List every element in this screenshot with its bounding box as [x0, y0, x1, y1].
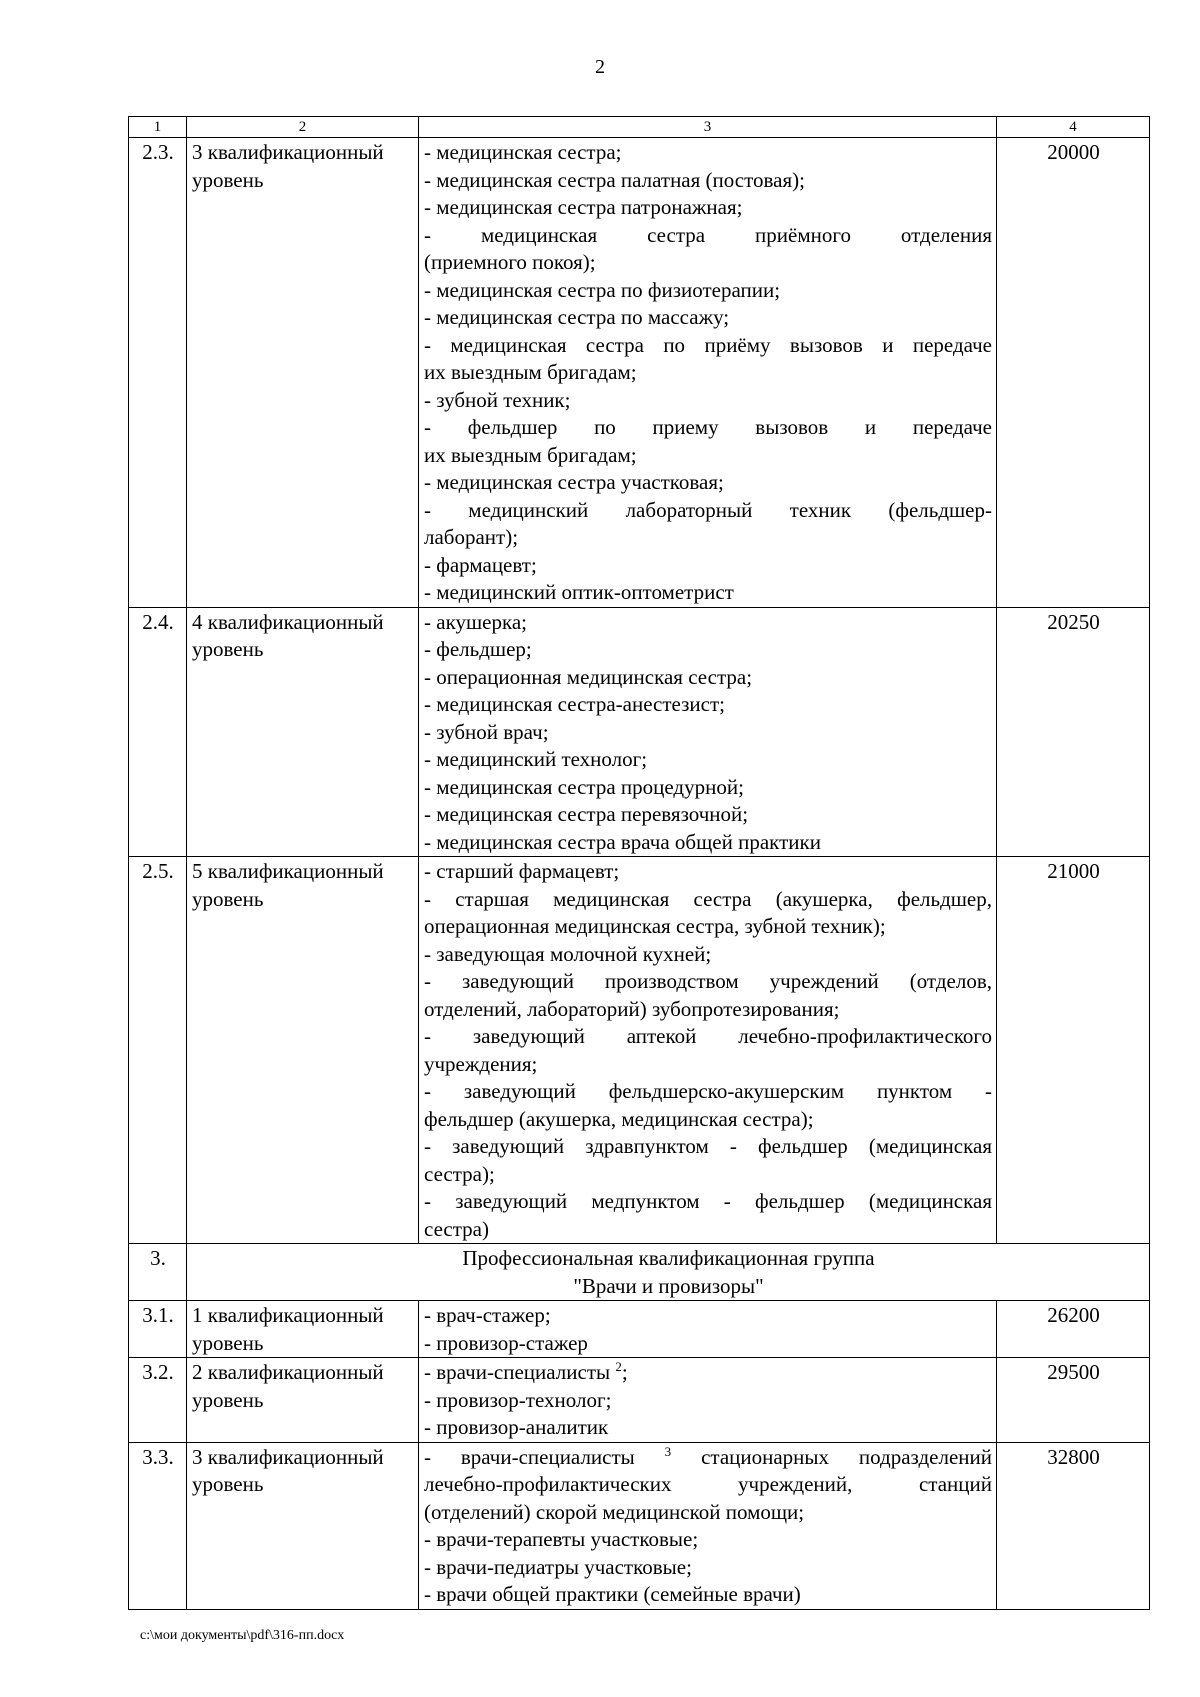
level-line: уровень — [192, 886, 264, 911]
row-number: 3.2. — [129, 1358, 187, 1443]
salary-value: 26200 — [997, 1301, 1150, 1358]
row-number: 2.5. — [129, 857, 187, 1244]
qualification-level — [187, 1301, 419, 1358]
position-line: - зубной техник; — [424, 387, 571, 412]
position-line: - врачи-терапевты участковые; — [424, 1527, 699, 1551]
position-line: - зубной врач; — [424, 719, 549, 744]
level-line: 5 квалификационный — [192, 859, 384, 883]
level-line: 4 квалификационный — [192, 609, 384, 634]
footnote-marker: 2 — [615, 1359, 622, 1374]
header-cell-2: 2 — [187, 117, 419, 138]
position-line: - медицинский лабораторный техник (фельдшер- — [424, 497, 992, 522]
position-line: - медицинская сестра-анестезист; — [424, 692, 725, 716]
table-row — [129, 1358, 1150, 1443]
positions-list — [419, 1442, 997, 1609]
position-line: - медицинская сестра патронажная; — [424, 195, 743, 219]
positions-list — [419, 1301, 997, 1358]
position-line: - медицинский технолог; — [424, 747, 648, 771]
position-line: - старший фармацевт; — [424, 859, 620, 883]
qualification-table — [128, 116, 1150, 1610]
salary-value: 29500 — [997, 1358, 1150, 1443]
level-line: 2 квалификационный — [192, 1360, 384, 1384]
position-line: - заведующий производством учреждений (отделов, — [424, 969, 992, 993]
level-line: уровень — [192, 1330, 264, 1355]
footnote-marker: 3 — [664, 1443, 672, 1459]
table-header-row — [129, 117, 1150, 138]
page-number: 2 — [595, 56, 605, 78]
group-title-line: "Врачи и провизоры" — [573, 1273, 764, 1298]
position-line: - медицинская сестра приёмного отделения — [424, 222, 992, 247]
group-title-line: Профессиональная квалификационная группа — [462, 1246, 875, 1270]
positions-list — [419, 607, 997, 857]
position-line: - акушерка; — [424, 609, 528, 634]
position-line: операционная медицинская сестра, зубной техник); — [424, 914, 886, 938]
level-line: уровень — [192, 167, 264, 192]
level-line: уровень — [192, 637, 264, 661]
position-line: - заведующий фельдшерско-акушерским пунктом - — [424, 1079, 992, 1103]
row-number: 3.1. — [129, 1301, 187, 1358]
position-line: - врач-стажер; — [424, 1303, 551, 1327]
position-line: - провизор-аналитик — [424, 1415, 609, 1439]
salary-value: 20250 — [997, 607, 1150, 857]
level-line: 3 квалификационный — [192, 140, 384, 164]
positions-list — [419, 138, 997, 608]
level-line: уровень — [192, 1387, 264, 1412]
salary-value: 32800 — [997, 1442, 1150, 1609]
row-number: 2.3. — [129, 138, 187, 608]
position-line: - медицинская сестра по физиотерапии; — [424, 277, 781, 302]
qualification-level — [187, 138, 419, 608]
footer-file-path: c:\мои документы\pdf\316-пп.docx — [140, 1628, 345, 1643]
level-line: 1 квалификационный — [192, 1303, 384, 1327]
position-line: - врачи-специалисты $^2$; — [424, 1359, 628, 1384]
position-line: - операционная медицинская сестра; — [424, 664, 753, 689]
row-number: 3.3. — [129, 1442, 187, 1609]
table-row — [129, 138, 1150, 608]
position-line: - медицинская сестра врача общей практики — [424, 829, 821, 854]
position-line: - врачи общей практики (семейные врачи) — [424, 1582, 801, 1606]
position-line: сестра); — [424, 1161, 495, 1186]
position-line: (приемного покоя); — [424, 250, 596, 274]
position-line: - врачи-педиатры участковые; — [424, 1554, 692, 1579]
table-row — [129, 1442, 1150, 1609]
qualification-level — [187, 857, 419, 1244]
table-row — [129, 607, 1150, 857]
position-line: лаборант); — [424, 525, 519, 549]
level-line: 3 квалификационный — [192, 1444, 384, 1469]
position-line: - медицинский оптик-оптометрист — [424, 580, 734, 604]
qualification-level — [187, 607, 419, 857]
position-line: учреждения; — [424, 1051, 538, 1076]
position-line: - медицинская сестра по приёму вызовов и передаче — [424, 332, 992, 357]
position-line: отделений, лабораторий) зубопротезирования; — [424, 996, 840, 1021]
position-line: (отделений) скорой медицинской помощи; — [424, 1499, 805, 1524]
position-line: - медицинская сестра процедурной; — [424, 774, 744, 799]
position-line: - медицинская сестра перевязочной; — [424, 802, 749, 826]
position-line: - медицинская сестра участковая; — [424, 470, 724, 494]
position-line: фельдшер (акушерка, медицинская сестра); — [424, 1106, 814, 1131]
position-line: - медицинская сестра палатная (постовая); — [424, 167, 805, 192]
position-line: сестра) — [424, 1216, 489, 1241]
salary-value: 20000 — [997, 138, 1150, 608]
position-line: - фельдшер; — [424, 637, 532, 661]
header-cell-3: 3 — [419, 117, 997, 138]
position-line: - провизор-технолог; — [424, 1387, 612, 1412]
qualification-level — [187, 1442, 419, 1609]
group-number: 3. — [129, 1244, 187, 1301]
position-line: - старшая медицинская сестра (акушерка, фельдшер, — [424, 886, 992, 911]
position-line: - провизор-стажер — [424, 1330, 588, 1355]
salary-value: 21000 — [997, 857, 1150, 1244]
qualification-level — [187, 1358, 419, 1443]
row-number: 2.4. — [129, 607, 187, 857]
header-cell-4: 4 — [997, 117, 1150, 138]
header-cell-1: 1 — [129, 117, 187, 138]
group-title — [187, 1244, 1150, 1301]
level-line: уровень — [192, 1472, 264, 1496]
positions-list — [419, 857, 997, 1244]
position-line: - фельдшер по приему вызовов и передаче — [424, 415, 992, 439]
position-line: их выездным бригадам; — [424, 442, 637, 467]
position-line: - медицинская сестра по массажу; — [424, 305, 730, 329]
positions-list — [419, 1358, 997, 1443]
position-line: их выездным бригадам; — [424, 360, 637, 384]
position-line: лечебно-профилактических учреждений, станций — [424, 1472, 992, 1496]
position-line: - заведующий медпунктом - фельдшер (медицинская — [424, 1189, 992, 1213]
position-line: - врачи-специалисты $^3$ стационарных подразделений — [424, 1443, 992, 1469]
position-line: - фармацевт; — [424, 552, 537, 577]
table-row — [129, 1301, 1150, 1358]
position-line: - заведующая молочной кухней; — [424, 941, 712, 966]
position-line: - заведующий аптекой лечебно-профилактического — [424, 1024, 992, 1048]
table-row — [129, 857, 1150, 1244]
position-line: - заведующий здравпунктом - фельдшер (медицинская — [424, 1134, 992, 1158]
group-row — [129, 1244, 1150, 1301]
position-line: - медицинская сестра; — [424, 140, 622, 164]
